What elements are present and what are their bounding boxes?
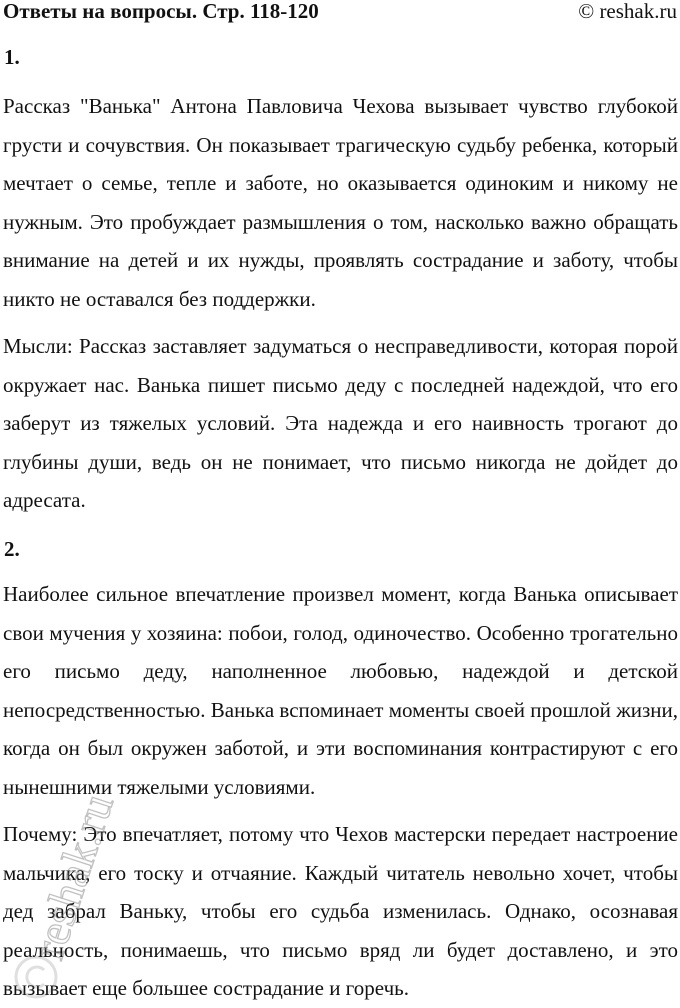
watermark-text: reshak.ru: [22, 787, 124, 966]
question-number-2: 2.: [4, 537, 20, 561]
page-header: [3, 0, 677, 24]
page-title: Ответы на вопросы. Стр. 118-120: [3, 0, 319, 23]
answer-1-paragraph-1: Рассказ "Ванька" Антона Павловича Чехова вызывает чувство глубокой грусти и сочувствия. Он показывает трагическую судьбу ребенка, который мечтает о семье, тепле и заботе, но оказывается одиноким и никому не нужным. Это пробуждает размышления о том, насколько важно обращать внимание на детей и их нужды, проявлять сострадание и заботу, чтобы никто не оставался без поддержки.: [3, 94, 678, 311]
answer-2-paragraph-1: Наиболее сильное впечатление произвел момент, когда Ванька описывает свои мучения у хозяина: побои, голод, одиночество. Особенно трогательно его письмо деду, наполненное любовью, надеждой и детской непосредственностью. Ванька вспоминает моменты своей прошлой жизни, когда он был окружен заботой, и эти воспоминания контрастируют с его нынешними тяжелыми условиями.: [3, 582, 678, 799]
question-number-1: 1.: [4, 45, 20, 69]
answer-2-paragraph-2: Почему: Это впечатляет, потому что Чехов мастерски передает настроение мальчика, его тоску и отчаяние. Каждый читатель невольно хочет, чтобы дед забрал Ваньку, чтобы его судьба изменилась. Однако, осознавая реальность, понимаешь, что письмо вряд ли будет доставлено, и это вызывает еще большее сострадание и горечь.: [3, 822, 678, 1000]
source-label: © reshak.ru: [578, 0, 677, 23]
answer-1-paragraph-2: Мысли: Рассказ заставляет задуматься о несправедливости, которая порой окружает нас. Ванька пишет письмо деду с последней надеждой, что его заберут из тяжелых условий. Эта надежда и его наивность трогают до глубины души, ведь он не понимает, что письмо никогда не дойдет до адресата.: [3, 334, 678, 512]
